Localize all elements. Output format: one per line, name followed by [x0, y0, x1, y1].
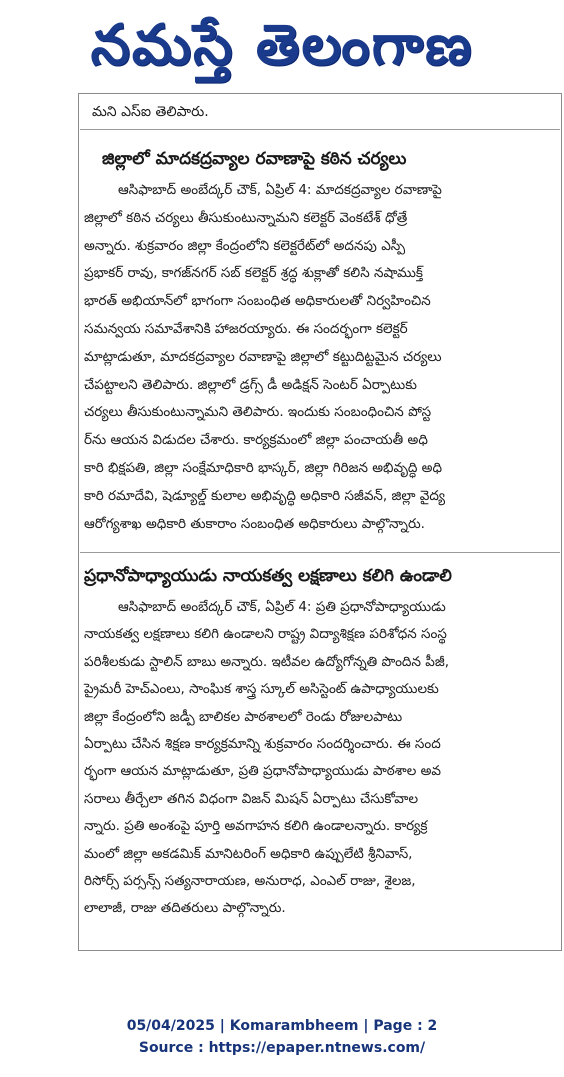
article-text-line: న్నారు. ప్రతి అంశంపై పూర్తి అవగాహన కలిగి ఉండాలన్నారు. కార్యక్ర [84, 818, 428, 835]
article-1-headline: జిల్లాలో మాదకద్రవ్యాల రవాణాపై కఠిన చర్యలు [102, 149, 407, 169]
article-text-line: ప్రభాకర్ రావు, కాగజ్‌నగర్ సబ్ కలెక్టర్ శ్రద్ధ శుక్లాతో కలిసి నషాముక్త్ [84, 265, 423, 282]
article-2-headline: ప్రధానోపాధ్యాయుడు నాయకత్వ లక్షణాలు కలిగి ఉండాలి [84, 566, 452, 586]
article-text-line: కారి రమాదేవి, షెడ్యూల్డ్ కులాల అభివృద్ధి అధికారి సజీవన్, జిల్లా వైద్య [84, 487, 445, 504]
article-text-line: అన్నారు. శుక్రవారం జిల్లా కేంద్రంలోని కలెక్టరేట్‌లో అదనపు ఎస్పీ [84, 237, 406, 254]
masthead-logo [0, 0, 564, 92]
divider [80, 552, 560, 553]
article-text-line: పరిశీలకుడు స్టాలిన్ బాబు అన్నారు. ఇటీవల ఉద్యోగోన్నతి పొందిన పీజీ, [84, 653, 449, 670]
article-text-line: ఏర్పాటు చేసిన శిక్షణ కార్యక్రమాన్ని శుక్రవారం సందర్శించారు. ఈ సంద [84, 736, 441, 752]
article-text-line: నాయకత్వ లక్షణాలు కలిగి ఉండాలని రాష్ట్ర విద్యాశిక్షణ పరిశోధన సంస్థ [84, 626, 447, 643]
article-text-line: మంలో జిల్లా అకడమిక్ మానిటరింగ్ అధికారి ఉప్పులేటి శ్రీనివాస్, [84, 845, 413, 862]
article-text-line: ఆసిఫాబాద్ అంబేద్కర్ చౌక్, ఏప్రిల్ 4: మాదకద్రవ్యాల రవాణాపై [118, 182, 442, 198]
article-text-line: జిల్లా కేంద్రంలోని జడ్పీ బాలికల పాఠశాలలో రెండు రోజులపాటు [84, 708, 403, 725]
article-text-line: భారత్ అభియాన్‌లో భాగంగా సంబంధిత అధికారులతో నిర్వహించిన [84, 293, 431, 310]
divider [80, 129, 560, 130]
article-text-line: సమన్వయ సమావేశానికి హాజరయ్యారు. ఈ సందర్భంగా కలెక్టర్ [84, 321, 408, 337]
article-text-line: చర్యలు తీసుకుంటున్నామని తెలిపారు. ఇందుకు సంబంధించిన పోస్ట [84, 404, 432, 421]
article-text-line: చేపట్టాలని తెలిపారు. జిల్లాలో డ్రగ్స్ డీ అడిక్షన్ సెంటర్ ఏర్పాటుకు [84, 376, 417, 393]
article-text-line: మాట్లాడుతూ, మాదకద్రవ్యాల రవాణాపై జిల్లాలో కట్టుదిట్టమైన చర్యలు [84, 348, 442, 365]
article-text-line: ర్‌ను ఆయన విడుదల చేశారు. కార్యక్రమంలో జిల్లా పంచాయతీ అధి [84, 432, 428, 449]
article-text-line: కారి భిక్షపతి, జిల్లా సంక్షేమాధికారి భాస్కర్, జిల్లా గిరిజన అభివృద్ధి అధి [84, 460, 443, 476]
article-text-line: ఆసిఫాబాద్ అంబేద్కర్ చౌక్, ఏప్రిల్ 4: ప్రతి ప్రధానోపాధ్యాయుడు [118, 599, 446, 615]
newspaper-title: నమస్తే తెలంగాణ [90, 13, 474, 78]
article-text-line: ఆరోగ్యశాఖ అధికారి తుకారాం సంబంధిత అధికారులు పాల్గొన్నారు. [84, 515, 425, 532]
footer-source-link[interactable]: Source : https://epaper.ntnews.com/ [138, 1040, 426, 1056]
previous-article-fragment: మని ఎస్ఐ తెలిపారు. [92, 104, 209, 120]
article-text-line: ర్భంగా ఆయన మాట్లాడుతూ, ప్రతి ప్రధానోపాధ్యాయుడు పాఠశాల అవ [84, 763, 441, 780]
article-text-line: సరాలు తీర్చేలా తగిన విధంగా విజన్ మిషన్ ఏర్పాటు చేసుకోవాల [84, 790, 419, 807]
footer-date-edition-page: 05/04/2025 | Komarambheem | Page : 2 [126, 1018, 438, 1034]
article-text-line: లాలాజీ, రాజు తదితరులు పాల్గొన్నారు. [84, 900, 286, 917]
article-text-line: జిల్లాలో కఠిన చర్యలు తీసుకుంటున్నామని కలెక్టర్ వెంకటేశ్ ధోత్రే [84, 209, 408, 226]
article-text-line: ప్రైమరీ హెచ్ఎంలు, సాంఘిక శాస్త్ర స్కూల్ అసిస్టెంట్ ఉపాధ్యాయులకు [84, 681, 439, 698]
article-text-line: రిసోర్స్ పర్సన్స్ సత్యనారాయణ, అనురాధ, ఎంఎల్ రాజు, శైలజ, [84, 873, 416, 889]
